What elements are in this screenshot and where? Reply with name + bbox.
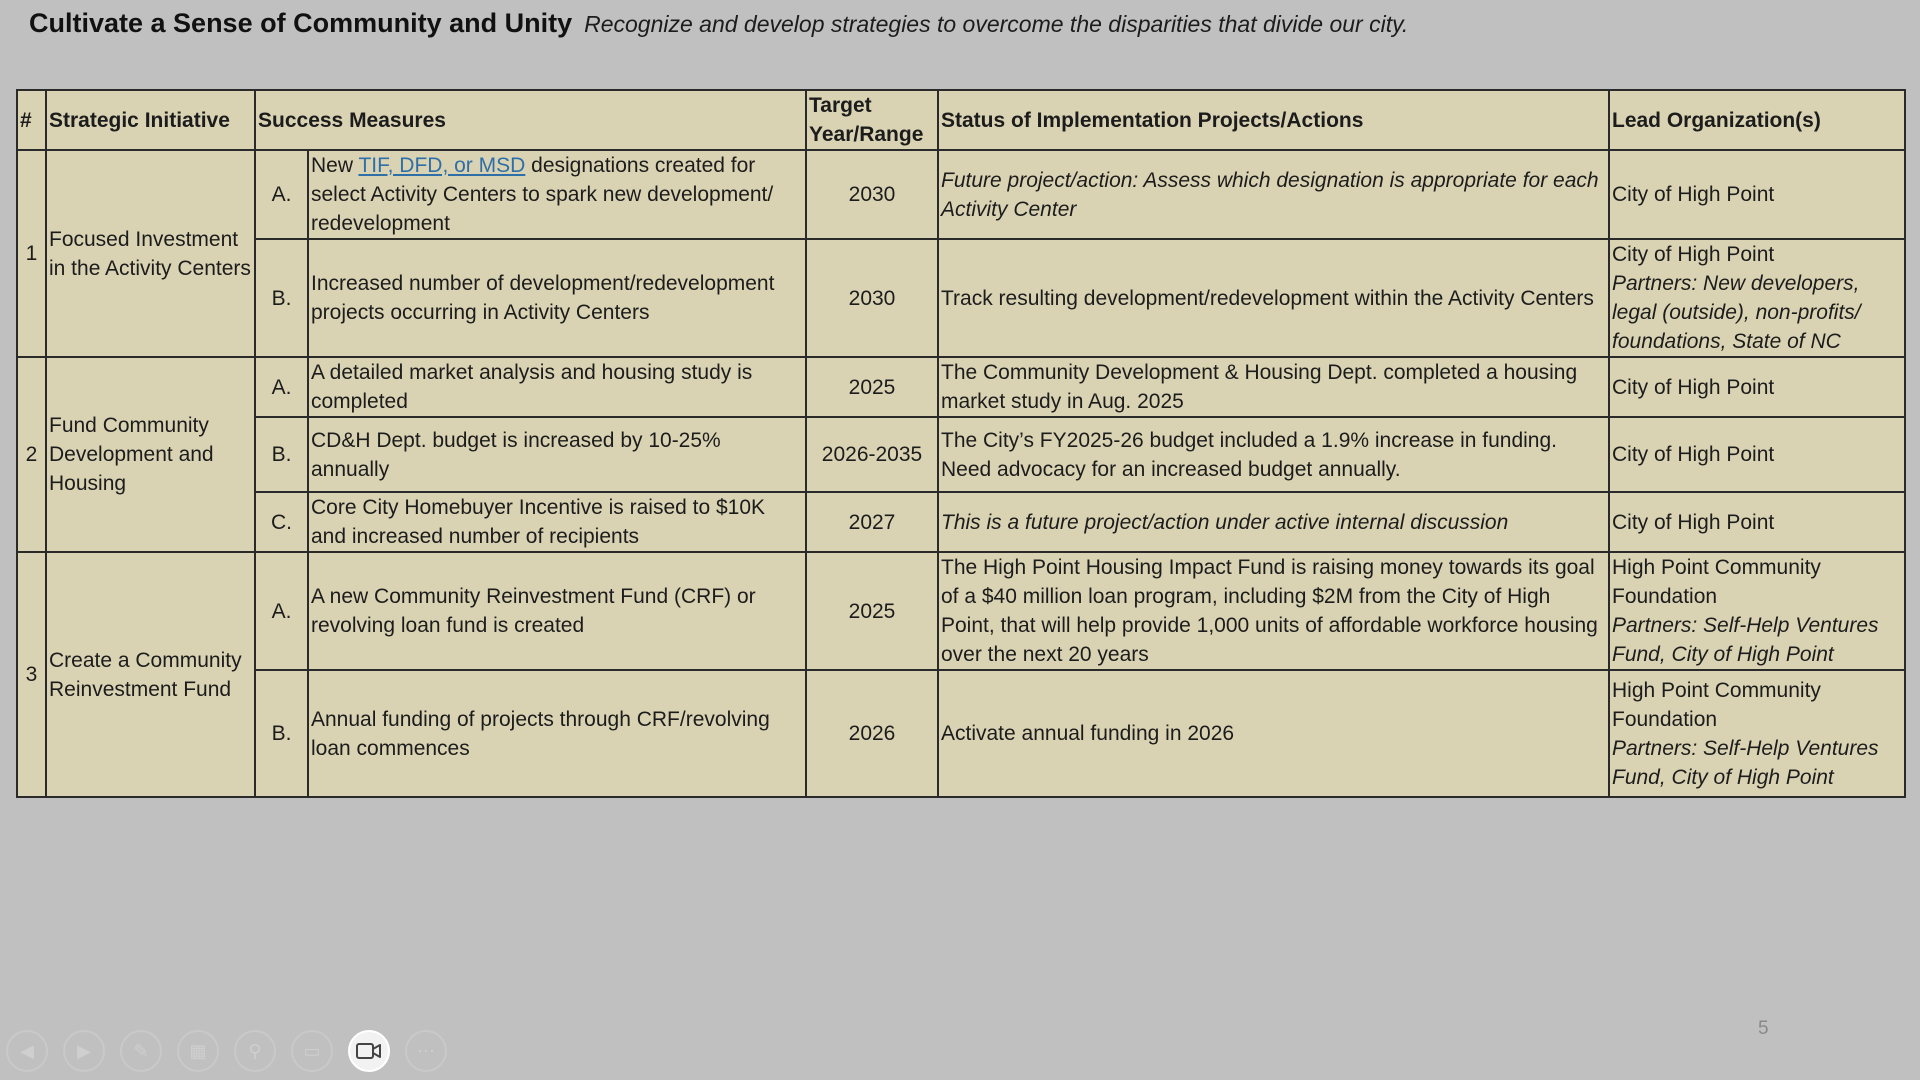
next-arrow-icon: ▶ [77, 1040, 91, 1061]
initiative-name: Fund Community Development and Housing [46, 357, 255, 552]
pen-tool-button[interactable] [120, 1030, 162, 1072]
measure-text-post: designations created for select Activity Centers to spark new development/ redevelopment [311, 154, 774, 235]
lead-partners: Partners: Self-Help Ventures Fund, City of High Point [1612, 736, 1879, 789]
success-measure: Annual funding of projects through CRF/revolving loan commences [308, 670, 806, 797]
lead-partners: Partners: Self-Help Ventures Fund, City of High Point [1612, 614, 1879, 666]
measure-letter: A. [255, 552, 308, 670]
header-target-year [806, 90, 938, 150]
measure-letter: A. [255, 357, 308, 417]
table-row [17, 670, 1905, 797]
designations-link[interactable]: TIF, DFD, or MSD [358, 154, 526, 177]
lead-organization: High Point Community Foundation [1612, 678, 1821, 731]
lead-organization-cell [1609, 552, 1905, 670]
success-measure: A new Community Reinvestment Fund (CRF) or revolving loan fund is created [308, 552, 806, 670]
success-measure: Increased number of development/redevelopment projects occurring in Activity Centers [308, 239, 806, 357]
lead-organization-cell [1609, 239, 1905, 357]
slide-subtitle: Recognize and develop strategies to overcome the disparities that divide our city. [584, 11, 1409, 37]
table-row [17, 150, 1905, 239]
table-row [17, 357, 1905, 417]
table-row [17, 552, 1905, 670]
measure-letter: C. [255, 492, 308, 552]
implementation-status: The High Point Housing Impact Fund is raising money towards its goal of a $40 million loan program, including $2M from the City of High Point, that will help provide 1,000 units of affordable workforce housing over the next 20 years [938, 552, 1609, 670]
subtitles-button[interactable] [291, 1030, 333, 1072]
table-row [17, 417, 1905, 492]
slide-page-number: 5 [1758, 1018, 1769, 1039]
lead-organization: City of High Point [1612, 243, 1775, 266]
lead-organization: City of High Point [1609, 417, 1905, 492]
measure-text-pre: New [311, 154, 359, 177]
table-header-row [17, 90, 1905, 150]
slide-title: Cultivate a Sense of Community and Unity [29, 8, 573, 38]
previous-arrow-icon: ◀ [20, 1040, 34, 1061]
target-year: 2025 [806, 357, 938, 417]
next-slide-button[interactable] [63, 1030, 105, 1072]
header-status: Status of Implementation Projects/Actions [938, 90, 1609, 150]
header-success-measures: Success Measures [255, 90, 806, 150]
table-row [17, 239, 1905, 357]
header-number: # [17, 90, 46, 150]
header-target-line2: Year/Range [809, 123, 924, 146]
camera-button[interactable] [348, 1030, 390, 1072]
more-options-icon: ⋯ [417, 1040, 435, 1061]
header-lead-organizations: Lead Organization(s) [1609, 90, 1905, 150]
implementation-status: Future project/action: Assess which designation is appropriate for each Activity Center [938, 150, 1609, 239]
lead-partners: Partners: New developers, legal (outside), non-profits/ foundations, State of NC [1612, 272, 1861, 353]
lead-organization-cell [1609, 670, 1905, 797]
measure-letter: B. [255, 239, 308, 357]
target-year: 2030 [806, 239, 938, 357]
initiative-number: 1 [17, 150, 46, 357]
slide-header [29, 8, 1408, 39]
initiative-name: Focused Investment in the Activity Centers [46, 150, 255, 357]
table-row [17, 492, 1905, 552]
zoom-icon: ⚲ [248, 1040, 262, 1061]
measure-letter: A. [255, 150, 308, 239]
slides-grid-icon: ▦ [189, 1040, 207, 1061]
initiative-number: 2 [17, 357, 46, 552]
target-year: 2026-2035 [806, 417, 938, 492]
implementation-status: Track resulting development/redevelopment within the Activity Centers [938, 239, 1609, 357]
more-options-button[interactable] [405, 1030, 447, 1072]
lead-organization: City of High Point [1609, 357, 1905, 417]
measure-letter: B. [255, 670, 308, 797]
lead-organization: High Point Community Foundation [1612, 556, 1821, 608]
success-measure: A detailed market analysis and housing study is completed [308, 357, 806, 417]
lead-organization: City of High Point [1609, 150, 1905, 239]
previous-slide-button[interactable] [6, 1030, 48, 1072]
header-target-line1: Target [809, 94, 872, 117]
camera-icon [356, 1042, 382, 1060]
strategy-table [16, 89, 1906, 798]
target-year: 2026 [806, 670, 938, 797]
target-year: 2027 [806, 492, 938, 552]
initiative-number: 3 [17, 552, 46, 797]
initiative-name: Create a Community Reinvestment Fund [46, 552, 255, 797]
pen-icon: ✎ [133, 1040, 149, 1061]
implementation-status: The City’s FY2025-26 budget included a 1.9% increase in funding. Need advocacy for an increased budget annually. [938, 417, 1609, 492]
see-all-slides-button[interactable] [177, 1030, 219, 1072]
success-measure: CD&H Dept. budget is increased by 10-25% annually [308, 417, 806, 492]
implementation-status: Activate annual funding in 2026 [938, 670, 1609, 797]
lead-organization: City of High Point [1609, 492, 1905, 552]
target-year: 2025 [806, 552, 938, 670]
target-year: 2030 [806, 150, 938, 239]
implementation-status: This is a future project/action under active internal discussion [938, 492, 1609, 552]
measure-letter: B. [255, 417, 308, 492]
success-measure [308, 150, 806, 239]
success-measure: Core City Homebuyer Incentive is raised to $10K and increased number of recipients [308, 492, 806, 552]
implementation-status: The Community Development & Housing Dept. completed a housing market study in Aug. 2025 [938, 357, 1609, 417]
zoom-button[interactable] [234, 1030, 276, 1072]
header-strategic-initiative: Strategic Initiative [46, 90, 255, 150]
subtitles-icon: ▭ [303, 1040, 321, 1061]
